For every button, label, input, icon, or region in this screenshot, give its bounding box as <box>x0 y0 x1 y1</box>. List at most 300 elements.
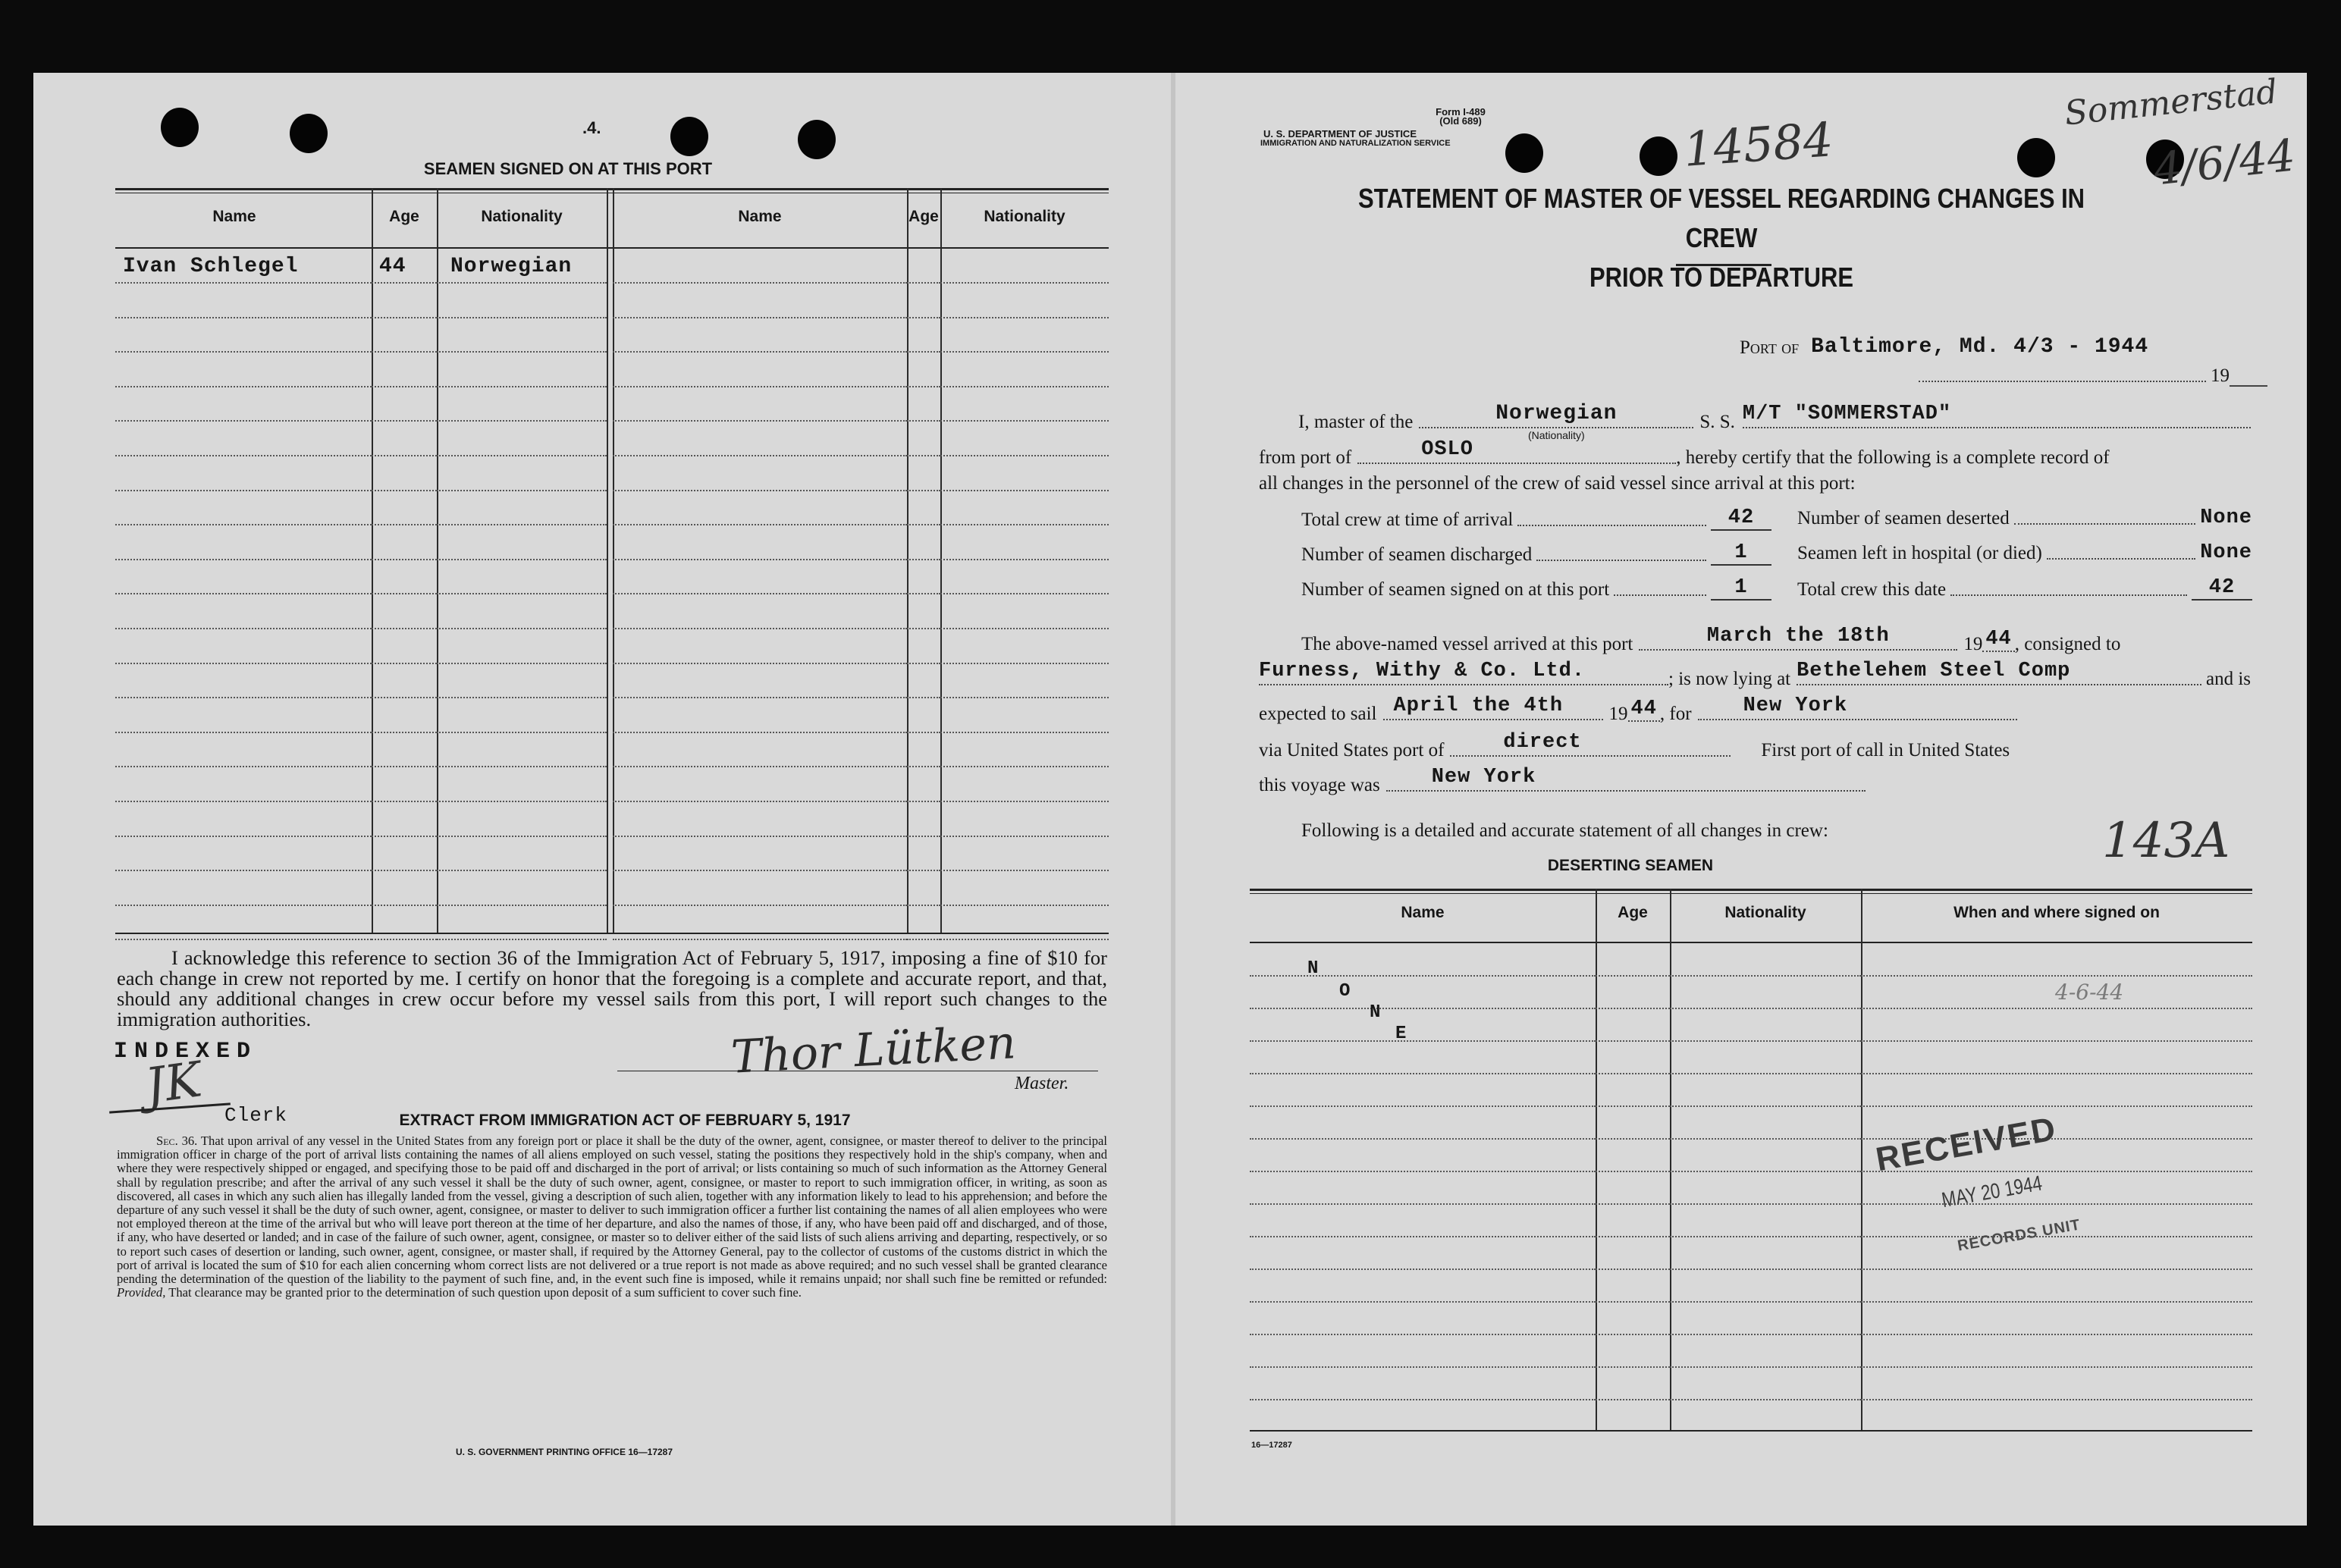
form-title-line1: STATEMENT OF MASTER OF VESSEL REGARDING CHANGES IN CREW <box>1357 183 2085 253</box>
table-rule <box>1596 1334 1670 1335</box>
and-is-label: and is <box>2205 669 2251 689</box>
table-rule <box>1596 1040 1670 1042</box>
stat-value: 42 <box>1711 506 1771 531</box>
table-rule <box>1596 975 1670 977</box>
table-rule <box>613 905 907 906</box>
table-rule <box>1670 1171 1861 1172</box>
table-rule <box>372 766 437 767</box>
via-label: via United States port of <box>1259 740 1445 760</box>
table-rule <box>1861 1008 2252 1009</box>
table-rule <box>115 732 372 733</box>
column-header: Age <box>1618 904 1648 921</box>
consigned-label: , consigned to <box>2014 634 2121 654</box>
table-rule <box>1250 1366 1596 1368</box>
table-rule <box>1596 1236 1670 1237</box>
table-rule <box>1670 1203 1861 1205</box>
table-rule <box>115 663 372 664</box>
sail-line <box>1259 696 2017 725</box>
table-rule <box>1861 1105 2252 1107</box>
pencil-date: 4-6-44 <box>2055 980 2124 1005</box>
seamen-signed-title: SEAMEN SIGNED ON AT THIS PORT <box>423 159 713 178</box>
table-rule <box>1596 1171 1670 1172</box>
table-rule <box>907 663 940 664</box>
table-rule <box>1861 1073 2252 1074</box>
from-port-label: from port of <box>1259 447 1352 468</box>
column-divider <box>1861 889 1862 1430</box>
table-rule <box>907 282 940 284</box>
stat-signed-on <box>1301 576 1771 601</box>
table-rule <box>907 766 940 767</box>
table-top-rule <box>115 188 1109 190</box>
table-rule <box>437 836 607 837</box>
table-rule <box>1250 1269 1596 1270</box>
table-rule <box>940 351 1109 353</box>
column-divider <box>940 188 942 933</box>
proviso-word: Provided, <box>117 1285 166 1300</box>
column-header: When and where signed on <box>1953 904 2160 921</box>
lying-value: Bethelehem Steel Comp <box>1797 660 2071 682</box>
table-rule <box>115 766 372 767</box>
column-header: Age <box>908 208 939 225</box>
table-rule <box>1596 1138 1670 1140</box>
table-rule <box>1596 1366 1670 1368</box>
punch-hole <box>290 114 328 153</box>
table-rule <box>1670 1334 1861 1335</box>
stat-hospital <box>1797 541 2252 564</box>
table-rule <box>115 420 372 422</box>
table-rule <box>907 420 940 422</box>
table-rule <box>372 455 437 456</box>
none-letter: O <box>1339 981 1351 1002</box>
column-divider <box>1670 889 1671 1430</box>
table-rule <box>613 939 907 940</box>
port-label: Port of <box>1740 337 1800 358</box>
voyage-value: New York <box>1431 766 1536 789</box>
table-rule <box>1670 1366 1861 1368</box>
stat-total-arrival <box>1301 506 1771 531</box>
table-bottom-rule <box>115 933 1109 934</box>
indexed-stamp: INDEXED <box>114 1039 258 1065</box>
form-old-number: (Old 689) <box>1439 115 1482 127</box>
table-rule <box>613 490 907 491</box>
table-rule <box>372 836 437 837</box>
section-body: That upon arrival of any vessel in the United States from any foreign port or place it shall be the duty of the owner, agent, consignee, or master thereof to deliver to the principal immigration officer in charge of the port of arrival lists containing the names of all aliens employed on such vessel, stating the positions they respectively hold in the ship's company, when and where they were respectively shipped or engaged, and specifying those to be paid off and discharged in the port of arrival; or lists containing so much of such information as the Attorney General shall by regulation prescribe; and after the arrival of any such vessel it shall be the duty of such owner, agent, consignee, or master to report to such immigration officer, in writing, as soon as discovered, all cases in which any such alien has illegally landed from the vessel, giving a description of such alien, together with any information likely to lead to his apprehension; and before the departure of any such vessel it shall be the duty of such owner, agent, consignee, or master to deliver to such immigration officer a further list containing the names of all alien employees who were not employed thereon at the time of the arrival but who will leave port thereon at the time of her departure, and also the names of those, if any, who have been paid off and discharged, and of those, if any, who have deserted or landed; and in case of the failure of such owner, agent, consignee, or master so to deliver either of the said lists of such aliens arriving and departing, respectively, or so to report such cases of desertion or landing, such owner, agent, consignee, or master shall, if required by the Attorney General, pay to the collector of customs of the customs district in which the port of arrival is located the sum of $10 for each alien concerning whom correct lists are not delivered or a true report is not made as above required; and no such vessel shall be granted clearance pending the determination of the question of the liability to the payment of such fine, and, in the event such fine is imposed, while it remains unpaid; nor shall such fine be remitted or refunded: <box>117 1134 1107 1287</box>
table-rule <box>1670 1236 1861 1237</box>
nationality-field <box>1419 402 1693 441</box>
voyage-label: this voyage was <box>1259 775 1380 795</box>
stamp-received: RECEIVED <box>1873 1110 2060 1179</box>
stat-label: Number of seamen discharged <box>1301 544 1533 565</box>
extract-title: EXTRACT FROM IMMIGRATION ACT OF FEBRUARY 5, 1917 <box>399 1112 851 1129</box>
table-rule <box>115 317 372 318</box>
crew-name: Ivan Schlegel <box>123 255 299 278</box>
table-rule <box>613 420 907 422</box>
from-port-field <box>1357 440 1676 464</box>
table-rule <box>940 939 1109 940</box>
table-rule <box>437 593 607 594</box>
table-rule <box>613 801 907 802</box>
stat-label: Total crew this date <box>1797 579 1947 600</box>
ship-field <box>1743 404 2251 428</box>
table-rule <box>115 939 372 940</box>
table-rule <box>1596 1269 1670 1270</box>
table-rule <box>372 420 437 422</box>
none-letter: N <box>1370 1002 1382 1023</box>
table-rule <box>1250 1105 1596 1107</box>
lying-label: ; is now lying at <box>1668 669 1791 689</box>
table-rule <box>372 905 437 906</box>
table-rule <box>437 524 607 525</box>
table-rule <box>907 559 940 560</box>
arrived-year: 44 <box>1982 628 2014 652</box>
arrived-field <box>1639 626 1957 651</box>
table-rule <box>613 351 907 353</box>
stat-label: Number of seamen deserted <box>1797 508 2010 528</box>
table-rule <box>1670 975 1861 977</box>
table-rule <box>437 282 607 284</box>
acknowledgement-paragraph: I acknowledge this reference to section 36 of the Immigration Act of February 5, 1917, imposing a fine of $10 for each change in crew not reported by me. I certify on honor that the foregoing is a complete and accurate report, and that, should any additional changes in crew occur before my vessel sails from this port, I will report such changes to the immigration authorities. <box>117 946 1107 1030</box>
column-header: Nationality <box>984 208 1065 225</box>
table-rule <box>907 732 940 733</box>
table-rule <box>372 870 437 871</box>
column-header: Nationality <box>481 208 563 225</box>
handwritten-code: 143A <box>2102 813 2230 869</box>
table-rule <box>1250 1073 1596 1074</box>
table-rule <box>907 905 940 906</box>
table-rule <box>1596 1301 1670 1303</box>
table-rule <box>940 317 1109 318</box>
table-rule <box>907 801 940 802</box>
table-rule <box>372 663 437 664</box>
punch-hole <box>2017 138 2055 177</box>
stat-label: Number of seamen signed on at this port <box>1301 579 1610 600</box>
table-rule <box>437 317 607 318</box>
table-rule <box>1250 1334 1596 1335</box>
right-page <box>1175 73 2307 1526</box>
table-rule <box>613 697 907 698</box>
year-prefix: 19 <box>1963 634 1983 654</box>
page-number: .4. <box>582 118 601 137</box>
table-rule <box>940 766 1109 767</box>
table-rule <box>940 282 1109 284</box>
table-rule <box>115 282 372 284</box>
table-rule <box>437 870 607 871</box>
column-header: Age <box>389 208 419 225</box>
table-rule <box>940 801 1109 802</box>
table-rule <box>940 455 1109 456</box>
table-rule <box>437 801 607 802</box>
table-rule <box>940 593 1109 594</box>
master-signature: Thor Lütken <box>730 1016 1018 1084</box>
table-rule <box>1596 1008 1670 1009</box>
table-rule <box>613 593 907 594</box>
crew-nationality: Norwegian <box>450 255 573 278</box>
table-rule <box>940 697 1109 698</box>
for-label: , for <box>1659 704 1692 724</box>
stamp-unit: RECORDS UNIT <box>1956 1216 2082 1255</box>
form-number <box>1377 108 1544 126</box>
table-rule <box>437 663 607 664</box>
table-rule <box>1596 1203 1670 1205</box>
table-rule <box>940 628 1109 629</box>
none-letter: E <box>1395 1024 1407 1044</box>
column-header: Name <box>1401 904 1445 921</box>
stat-value: None <box>2200 506 2252 529</box>
table-rule <box>1596 1399 1670 1400</box>
via-line <box>1259 732 2251 761</box>
table-rule <box>115 593 372 594</box>
none-letter: N <box>1307 958 1320 979</box>
table-rule <box>940 559 1109 560</box>
table-rule <box>437 939 607 940</box>
section-36-text <box>117 1134 1107 1300</box>
service-name: IMMIGRATION AND NATURALIZATION SERVICE <box>1260 139 1451 148</box>
printer-imprint: 16—17287 <box>1251 1441 1292 1450</box>
table-rule <box>613 317 907 318</box>
voyage-line <box>1259 767 1866 796</box>
table-rule <box>372 939 437 940</box>
table-rule <box>1861 1334 2252 1335</box>
table-rule <box>1250 1040 1596 1042</box>
table-rule <box>940 524 1109 525</box>
table-rule <box>372 732 437 733</box>
table-rule <box>907 697 940 698</box>
table-rule <box>372 317 437 318</box>
form-title <box>1350 179 2093 297</box>
arrived-label: The above-named vessel arrived at this port <box>1301 634 1633 654</box>
sail-field <box>1383 696 1603 720</box>
stat-label: Total crew at time of arrival <box>1301 510 1514 530</box>
column-header: Name <box>212 208 256 225</box>
column-divider <box>372 188 373 933</box>
table-top-rule <box>1250 889 2252 891</box>
table-rule <box>613 732 907 733</box>
table-rule <box>907 524 940 525</box>
table-rule <box>1670 1073 1861 1074</box>
table-rule <box>613 524 907 525</box>
consignee-field <box>1259 661 1668 685</box>
column-divider <box>1596 889 1597 1430</box>
table-rule <box>437 559 607 560</box>
table-rule <box>613 386 907 387</box>
table-rule <box>115 524 372 525</box>
table-rule <box>1250 1138 1596 1140</box>
table-rule <box>1596 1073 1670 1074</box>
table-rule <box>1670 1040 1861 1042</box>
crew-age: 44 <box>379 255 406 278</box>
proviso-text: That clearance may be granted prior to the determination of such question upon deposit of a sum sufficient to cover such fine. <box>168 1285 802 1300</box>
clerk-initials: JK <box>142 1052 206 1115</box>
deserting-title: DESERTING SEAMEN <box>1547 857 1714 874</box>
table-rule <box>940 836 1109 837</box>
punch-hole <box>161 108 199 147</box>
column-header: Nationality <box>1724 904 1806 921</box>
table-rule <box>907 455 940 456</box>
table-rule <box>115 490 372 491</box>
table-rule <box>1670 1399 1861 1400</box>
table-rule <box>115 905 372 906</box>
all-changes-text: all changes in the personnel of the crew of said vessel since arrival at this port: <box>1259 473 1856 494</box>
table-rule <box>613 870 907 871</box>
column-header: Name <box>738 208 782 225</box>
table-rule <box>940 870 1109 871</box>
nationality-caption: (Nationality) <box>1527 429 1585 441</box>
table-rule <box>1250 1008 1596 1009</box>
port-value: Baltimore, Md. 4/3 - 1944 <box>1811 335 2149 359</box>
table-rule <box>940 732 1109 733</box>
form-number-line: Form I-489 <box>1436 106 1486 118</box>
handwritten-ship-name: Sommerstad <box>2063 72 2280 133</box>
table-rule <box>907 386 940 387</box>
table-rule <box>907 870 940 871</box>
title-rule <box>1676 264 1771 266</box>
via-field <box>1450 732 1731 757</box>
section-label: Sec. 36. <box>156 1134 198 1148</box>
stat-value: None <box>2200 541 2252 564</box>
table-rule <box>437 697 607 698</box>
sail-value: April the 4th <box>1393 695 1564 717</box>
stat-value: 1 <box>1711 576 1771 601</box>
voyage-field <box>1386 767 1866 792</box>
destination-value: New York <box>1743 695 1848 717</box>
table-rule <box>115 351 372 353</box>
from-port-value: OSLO <box>1421 438 1474 461</box>
table-rule <box>613 455 907 456</box>
table-rule <box>613 663 907 664</box>
ss-label: S. S. <box>1699 412 1735 432</box>
table-rule <box>1861 1366 2252 1368</box>
column-divider <box>907 188 908 933</box>
table-rule <box>115 628 372 629</box>
arrived-line <box>1301 626 2251 655</box>
master-line <box>1298 402 2251 441</box>
clerk-label: Clerk <box>224 1104 288 1127</box>
table-header-rule <box>1250 942 2252 943</box>
stamp-date: MAY 20 1944 <box>1940 1171 2044 1212</box>
nationality-value: Norwegian <box>1495 402 1618 425</box>
table-rule <box>115 386 372 387</box>
form-title-line2: PRIOR TO DEPARTURE <box>1589 262 1854 293</box>
table-rule <box>1670 1008 1861 1009</box>
year-prefix: 19 <box>2211 365 2230 386</box>
table-rule <box>372 282 437 284</box>
table-rule <box>372 593 437 594</box>
year-prefix: 19 <box>1608 704 1628 724</box>
certify-text: , hereby certify that the following is a complete record of <box>1676 447 2110 468</box>
arrived-value: March the 18th <box>1706 625 1890 648</box>
punch-hole <box>1640 136 1677 176</box>
punch-hole <box>670 117 708 156</box>
table-rule <box>437 490 607 491</box>
column-divider <box>607 188 608 933</box>
table-rule <box>115 836 372 837</box>
stat-total-date <box>1797 576 2252 601</box>
table-rule <box>1250 1203 1596 1205</box>
table-rule <box>1596 1105 1670 1107</box>
table-rule <box>1250 1236 1596 1237</box>
table-rule <box>940 905 1109 906</box>
department-header <box>1260 129 1549 149</box>
table-rule <box>907 317 940 318</box>
sail-year: 44 <box>1628 698 1660 722</box>
table-rule <box>907 836 940 837</box>
table-rule <box>372 386 437 387</box>
following-text: Following is a detailed and accurate statement of all changes in crew: <box>1301 820 1828 841</box>
table-rule <box>437 386 607 387</box>
left-page <box>33 73 1171 1526</box>
table-rule <box>940 663 1109 664</box>
table-rule <box>115 559 372 560</box>
table-rule <box>613 628 907 629</box>
table-rule <box>437 351 607 353</box>
table-rule <box>940 420 1109 422</box>
received-stamp <box>1873 1090 2206 1337</box>
table-bottom-rule <box>1250 1430 2252 1432</box>
punch-hole <box>798 120 836 159</box>
table-rule <box>372 524 437 525</box>
table-rule <box>372 697 437 698</box>
table-rule <box>437 732 607 733</box>
department-name: U. S. DEPARTMENT OF JUSTICE <box>1263 128 1417 140</box>
table-rule <box>613 282 907 284</box>
table-rule <box>115 870 372 871</box>
table-rule <box>613 766 907 767</box>
table-rule <box>437 455 607 456</box>
table-rule <box>907 939 940 940</box>
consignee-line <box>1259 661 2251 690</box>
first-call-label: First port of call in United States <box>1761 740 2010 760</box>
table-rule <box>1250 975 1596 977</box>
table-rule <box>907 490 940 491</box>
table-rule <box>907 628 940 629</box>
stat-value: 1 <box>1711 541 1771 566</box>
via-value: direct <box>1503 731 1582 754</box>
master-label: Master. <box>1015 1074 1069 1093</box>
stat-deserted <box>1797 506 2252 529</box>
column-divider <box>613 188 614 933</box>
lying-field <box>1797 661 2201 685</box>
table-rule <box>613 559 907 560</box>
ship-value: M/T "SOMMERSTAD" <box>1742 403 1952 425</box>
table-rule <box>115 801 372 802</box>
stat-label: Seamen left in hospital (or died) <box>1797 543 2042 563</box>
table-rule <box>372 628 437 629</box>
table-rule <box>437 766 607 767</box>
table-rule <box>372 559 437 560</box>
expected-label: expected to sail <box>1259 704 1377 724</box>
column-divider <box>437 188 438 933</box>
table-rule <box>437 628 607 629</box>
printer-imprint: U. S. GOVERNMENT PRINTING OFFICE 16—17287 <box>455 1447 673 1457</box>
table-rule <box>1861 1399 2252 1400</box>
table-rule <box>613 836 907 837</box>
destination-field <box>1698 696 2017 720</box>
table-rule <box>1250 1171 1596 1172</box>
table-rule <box>437 905 607 906</box>
table-rule <box>437 420 607 422</box>
table-rule <box>115 455 372 456</box>
table-rule <box>372 490 437 491</box>
year-line <box>1919 365 2267 387</box>
table-rule <box>940 490 1109 491</box>
consignee-value: Furness, Withy & Co. Ltd. <box>1259 660 1586 682</box>
table-rule <box>1670 1301 1861 1303</box>
table-header-rule <box>115 247 1109 249</box>
table-top-rule <box>1250 893 2252 894</box>
table-rule <box>372 351 437 353</box>
table-rule <box>1670 1269 1861 1270</box>
table-rule <box>372 801 437 802</box>
